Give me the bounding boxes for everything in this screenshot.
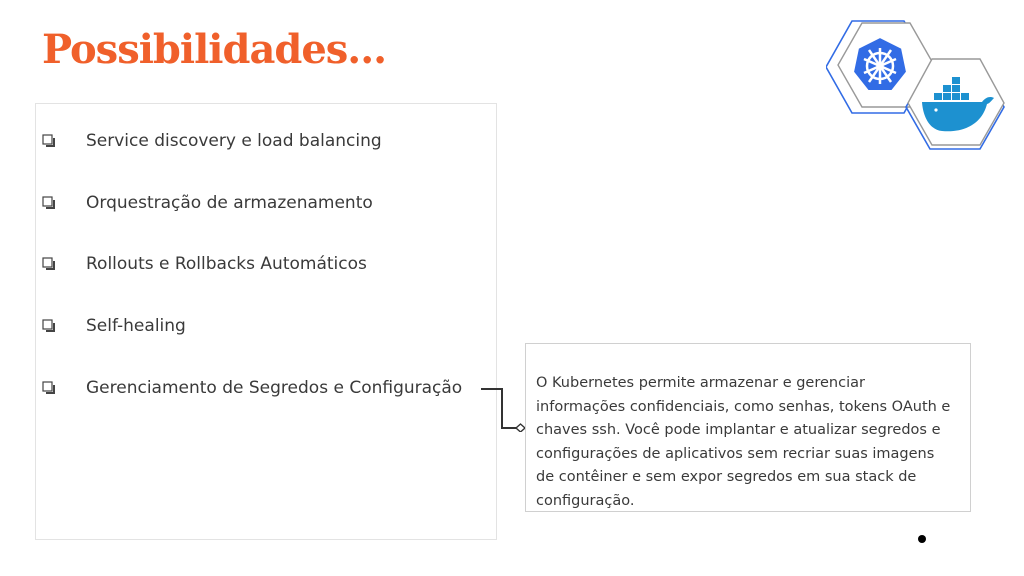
list-item-label: Service discovery e load balancing [86,131,382,151]
slide-title: Possibilidades... [42,26,387,73]
callout-text [536,372,960,513]
callout-line: de contêiner e sem expor segredos em sua stack de [536,469,917,485]
kubernetes-docker-logo [826,17,1006,151]
list-item-label: Self-healing [86,316,186,336]
callout-line: chaves ssh. Você pode implantar e atualizar segredos e [536,422,941,438]
callout-connector [476,380,528,432]
callout-line: O Kubernetes permite armazenar e gerenciar [536,375,865,391]
checkbox-bullet-icon [42,381,56,395]
checkbox-bullet-icon [42,319,56,333]
secrets-callout [525,343,971,512]
list-item-label: Rollouts e Rollbacks Automáticos [86,254,367,274]
list-item-label: Orquestração de armazenamento [86,193,373,213]
callout-line: configuração. [536,492,635,509]
callout-line: informações confidenciais, como senhas, tokens OAuth e [536,398,951,415]
checkbox-bullet-icon [42,134,56,148]
callout-line: configurações de aplicativos sem recriar suas imagens [536,445,935,462]
features-panel [35,103,497,540]
list-item-label: Gerenciamento de Segredos e Configuração [86,378,463,398]
slide-dot [918,535,926,543]
checkbox-bullet-icon [42,257,56,271]
checkbox-bullet-icon [42,196,56,210]
